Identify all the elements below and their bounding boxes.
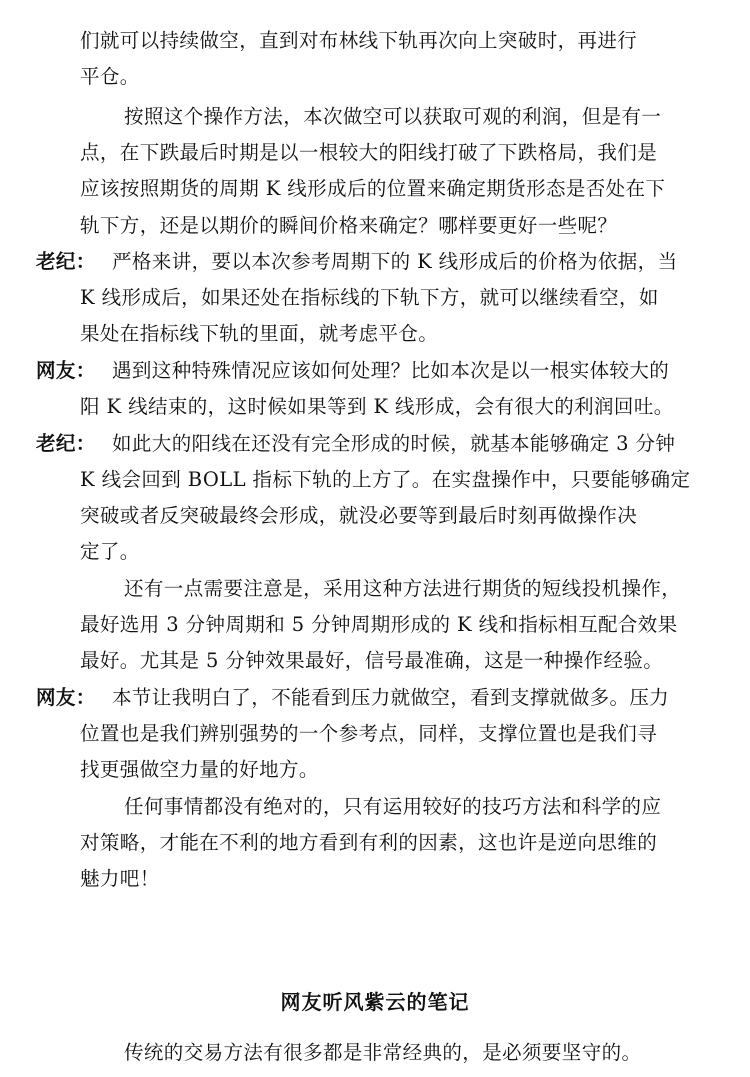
text-line: 轨下方，还是以期价的瞬间价格来确定？哪样要更好一些呢？ (80, 214, 618, 237)
text-line: 本节让我明白了，不能看到压力就做空，看到支撑就做多。压力 (112, 686, 670, 709)
text-line: 定了。 (80, 540, 140, 563)
text-line: 应该按照期货的周期 K 线形成后的位置来确定期货形态是否处在下 (80, 177, 666, 200)
speaker-label: 老纪： (36, 250, 96, 273)
speaker-label: 网友： (36, 359, 96, 382)
text-line: 平仓。 (80, 65, 140, 88)
text-line: 严格来讲，要以本次参考周期下的 K 线形成后的价格为依据，当 (112, 250, 678, 273)
text-line: 按照这个操作方法，本次做空可以获取可观的利润，但是有一 (124, 105, 662, 128)
text-line: 点，在下跌最后时期是以一根较大的阳线打破了下跌格局，我们是 (80, 141, 658, 164)
text-line: 魅力吧！ (80, 867, 160, 890)
text-line: 传统的交易方法有很多都是非常经典的，是必须要坚守的。 (124, 1041, 642, 1064)
text-line: 任何事情都没有绝对的，只有运用较好的技巧方法和科学的应 (124, 795, 662, 818)
text-line: 们就可以持续做空，直到对布林线下轨再次向上突破时，再进行 (80, 29, 638, 52)
text-line: 如此大的阳线在还没有完全形成的时候，就基本能够确定 3 分钟 (112, 432, 676, 455)
text-line: K 线形成后，如果还处在指标线的下轨下方，就可以继续看空，如 (80, 286, 659, 309)
text-line: 最好选用 3 分钟周期和 5 分钟周期形成的 K 线和指标相互配合效果 (80, 613, 678, 636)
text-line: 位置也是我们辨别强势的一个参考点，同样，支撑位置也是我们寻 (80, 722, 658, 745)
section-title: 网友听风紫云的笔记 (280, 990, 470, 1014)
text-line: 最好。尤其是 5 分钟效果最好，信号最准确，这是一种操作经验。 (80, 649, 664, 672)
text-line: K 线会回到 BOLL 指标下轨的上方了。在实盘操作中，只要能够确定 (80, 468, 691, 491)
text-line: 找更强做空力量的好地方。 (80, 758, 319, 781)
speaker-label: 网友： (36, 686, 96, 709)
text-line: 突破或者反突破最终会形成，就没必要等到最后时刻再做操作决 (80, 504, 638, 527)
speaker-label: 老纪： (36, 432, 96, 455)
text-line: 果处在指标线下轨的里面，就考虑平仓。 (80, 322, 439, 345)
text-line: 遇到这种特殊情况应该如何处理？比如本次是以一根实体较大的 (112, 359, 670, 382)
text-line: 还有一点需要注意是，采用这种方法进行期货的短线投机操作， (124, 577, 682, 600)
text-line: 阳 K 线结束的，这时候如果等到 K 线形成，会有很大的利润回吐。 (80, 395, 674, 418)
text-line: 对策略，才能在不利的地方看到有利的因素，这也许是逆向思维的 (80, 831, 658, 854)
